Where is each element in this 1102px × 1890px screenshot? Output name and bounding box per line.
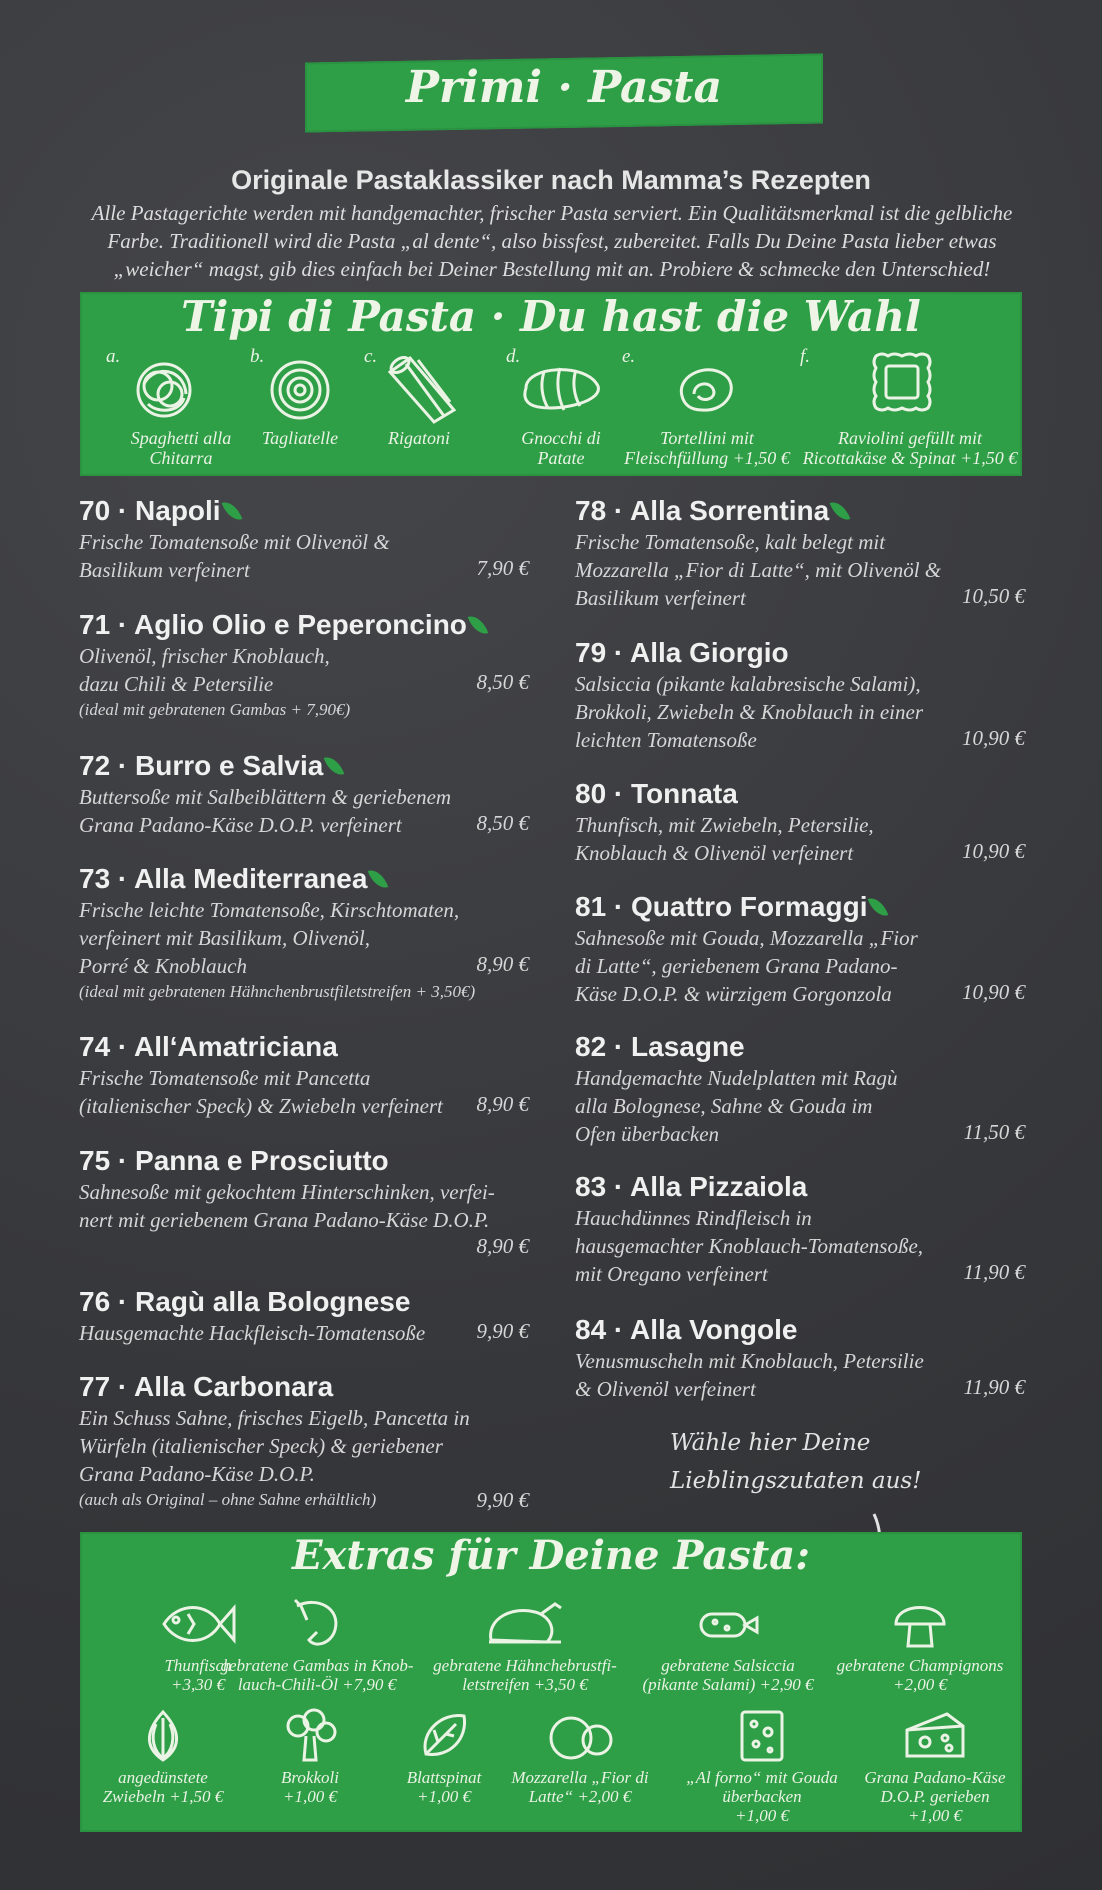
leaf-icon [324,753,345,778]
dish-price: 10,90 € [962,839,1025,863]
leaf-icon [468,612,489,637]
pasta-type-name: Tagliatelle [261,428,339,448]
dish-price: 10,50 € [962,584,1025,608]
extra-name: gebratene Salsiccia (pikante Salami) +2,90 € [642,1656,814,1694]
dish-description: Olivenöl, frischer Knoblauch, dazu Chili & Petersilie [79,644,330,696]
extra-name: gebratene Champignons +2,00 € [836,1656,1004,1694]
dish-note: (ideal mit gebratenen Gambas + 7,90€) [79,700,351,719]
dish-name: 77 · Alla Carbonara [79,1371,334,1402]
extra-item [500,1708,660,1806]
extras-title: Extras für Deine Pasta: [292,1532,810,1579]
dish-description: Sahnesoße mit Gouda, Mozzarella „Fior di Latte“, geriebenem Grana Padano- Käse D.O.P. & würzigem Gorgonzola [575,926,918,1006]
chicken-icon [483,1596,567,1652]
dish-name: 70 · Napoli [79,495,221,526]
extra-name: Thunfisch +3,30 € [164,1656,232,1694]
dish-81 [575,890,1025,1008]
dish-description: Hausgemachte Hackfleisch-Tomatensoße [79,1321,426,1345]
handwritten-note [670,1424,930,1500]
dish-74 [79,1030,529,1122]
dish-price: 8,50 € [476,670,529,694]
dish-description: Ein Schuss Sahne, frisches Eigelb, Pancetta in Würfeln (italienischer Speck) & geriebener Grana Padano-Käse D.O.P. [79,1406,470,1486]
pasta-type-name: Rigatoni [388,428,450,448]
pasta-type-f [800,346,1020,476]
extra-item [374,1708,514,1806]
pasta-type-letter: d. [506,346,521,367]
dish-name: 82 · Lasagne [575,1031,745,1062]
pasta-type-letter: f. [800,346,811,367]
extra-name: gebratene Gambas in Knob- lauch-Chili-Öl +7,90 € [220,1656,414,1694]
dish-price: 11,90 € [963,1260,1025,1284]
gnocchi-icon [516,358,606,418]
sausage-icon [693,1596,763,1652]
dish-price: 8,50 € [476,811,529,835]
dish-82 [575,1030,1025,1148]
extra-item [212,1596,422,1694]
pasta-type-letter: a. [106,346,121,367]
leaf-icon [868,894,889,919]
gouda-icon [734,1708,790,1764]
extra-item [850,1708,1020,1825]
spinach-icon [416,1708,472,1764]
extra-name: Blattspinat +1,00 € [406,1768,482,1806]
dish-price: 8,90 € [476,952,529,976]
dish-83 [575,1170,1025,1288]
pasta-type-letter: b. [250,346,265,367]
extra-item [825,1596,1015,1694]
dish-name: 76 · Ragù alla Bolognese [79,1286,411,1317]
spaghetti-icon [124,354,204,424]
extra-name: angedünstete Zwiebeln +1,50 € [102,1768,224,1806]
dish-77 [79,1370,529,1520]
dish-76 [79,1285,529,1349]
intro-text: Alle Pastagerichte werden mit handgemachter, frischer Pasta serviert. Ein Qualitätsmerkmal ist die gelbliche Farbe. Traditionell wird die Pasta „al dente“, also bissfest, zubereitet. Falls Du Deine Pasta lieber etwas „weicher“ magst, gib dies einfach bei Deiner Bestellung mit an. Probiere & schmecke den Unterschied! [91,201,1013,281]
dish-name: 75 · Panna e Prosciutto [79,1145,389,1176]
dish-name: 79 · Alla Giorgio [575,637,789,668]
extra-name: Brokkoli +1,00 € [281,1768,339,1806]
dish-70 [79,494,529,586]
dish-description: Frische Tomatensoße mit Olivenöl & Basilikum verfeinert [79,530,390,582]
dish-71 [79,608,529,728]
dish-price: 11,90 € [963,1375,1025,1399]
extra-item [420,1596,630,1694]
extra-name: Grana Padano-Käse D.O.P. gerieben +1,00 € [864,1768,1006,1825]
dish-price: 8,90 € [476,1092,529,1116]
shrimp-icon [287,1596,347,1652]
dish-84 [575,1313,1025,1403]
dish-name: 73 · Alla Mediterranea [79,863,368,894]
dish-name: 80 · Tonnata [575,778,738,809]
extra-name: gebratene Hähnchebrustfi- letstreifen +3,50 € [433,1656,617,1694]
ravioli-icon [870,350,934,414]
extra-name: „Al forno“ mit Gouda überbacken +1,00 € [686,1768,838,1825]
pasta-type-name: Raviolini gefüllt mit Ricottakäse & Spinat +1,50 € [802,428,1018,468]
pasta-type-letter: c. [364,346,378,367]
dish-name: 84 · Alla Vongole [575,1314,798,1345]
dish-description: Frische leichte Tomatensoße, Kirschtomaten, verfeinert mit Basilikum, Olivenöl, Porré & Knoblauch [79,898,460,978]
extra-item [628,1596,828,1694]
dish-name: 78 · Alla Sorrentina [575,495,830,526]
pasta-type-name: Spaghetti alla Chitarra [130,428,232,468]
extra-item [672,1708,852,1825]
rigatoni-icon [382,352,462,426]
dish-note: (ideal mit gebratenen Hähnchenbrustfiletstreifen + 3,50€) [79,982,476,1001]
dish-name: 74 · All‘Amatriciana [79,1031,338,1062]
dish-name: 72 · Burro e Salvia [79,750,324,781]
mushroom-icon [890,1596,950,1652]
pasta-type-name: Tortellini mit Fleischfüllung +1,50 € [624,428,790,468]
pasta-type-b [250,346,370,476]
dish-price: 10,90 € [962,726,1025,750]
tagliatelle-icon [260,354,340,424]
dish-name: 83 · Alla Pizzaiola [575,1171,808,1202]
dish-description: Venusmuscheln mit Knoblauch, Petersilie & Olivenöl verfeinert [575,1349,924,1401]
pasta-types-title: Tipi di Pasta · Du hast die Wahl [181,292,921,341]
dish-79 [575,636,1025,754]
dish-price: 9,90 € [476,1488,529,1512]
dish-80 [575,777,1025,867]
dish-price: 8,90 € [476,1234,529,1258]
pasta-type-letter: e. [622,346,636,367]
dish-name: 81 · Quattro Formaggi [575,891,868,922]
pasta-type-e [622,346,792,476]
handwritten-note-line: Lieblingszutaten aus! [670,1468,922,1494]
leaf-icon [368,866,389,891]
dish-price: 11,50 € [963,1120,1025,1144]
dish-description: Sahnesoße mit gekochtem Hinterschinken, verfei- nert mit geriebenem Grana Padano-Käse D.O.P. [79,1180,495,1232]
dish-72 [79,749,529,841]
dish-73 [79,862,529,1012]
dish-description: Frische Tomatensoße, kalt belegt mit Mozzarella „Fior di Latte“, mit Olivenöl & Basilikum verfeinert [575,530,942,610]
page-title: Primi · Pasta [405,62,723,113]
parmesan-icon [903,1708,967,1764]
tortellini-icon [672,356,738,418]
dish-78 [575,494,1025,612]
pasta-type-name: Gnocchi di Patate [521,428,601,468]
dish-description: Handgemachte Nudelplatten mit Ragù alla Bolognese, Sahne & Gouda im Ofen überbacken [575,1066,898,1146]
dish-price: 10,90 € [962,980,1025,1004]
dish-name: 71 · Aglio Olio e Peperoncino [79,609,467,640]
pasta-type-d [506,346,616,476]
broccoli-icon [280,1708,340,1764]
extra-name: Mozzarella „Fior di Latte“ +2,00 € [511,1768,649,1806]
dish-description: Salsiccia (pikante kalabresische Salami), Brokkoli, Zwiebeln & Knoblauch in einer leichten Tomatensoße [575,672,924,752]
leaf-icon [221,498,242,523]
dish-price: 7,90 € [476,556,529,580]
extra-item [250,1708,370,1806]
leaf-icon [830,498,851,523]
pasta-type-a [106,346,256,476]
pasta-type-c [364,346,474,476]
dish-description: Thunfisch, mit Zwiebeln, Petersilie, Knoblauch & Olivenöl verfeinert [575,813,874,865]
dish-description: Frische Tomatensoße mit Pancetta (italienischer Speck) & Zwiebeln verfeinert [79,1066,443,1118]
dish-note: (auch als Original – ohne Sahne erhältlich) [79,1490,377,1509]
dish-75 [79,1144,529,1264]
dish-description: Hauchdünnes Rindfleisch in hausgemachter Knoblauch-Tomatensoße, mit Oregano verfeinert [575,1206,924,1286]
mozzarella-icon [543,1708,617,1764]
intro-headline: Originale Pastaklassiker nach Mamma’s Rezepten [231,165,871,195]
handwritten-note-line: Wähle hier Deine [670,1430,871,1456]
onion-icon [138,1708,188,1764]
dish-price: 9,90 € [476,1319,529,1343]
extra-item [88,1708,238,1806]
dish-description: Buttersoße mit Salbeiblättern & geriebenem Grana Padano-Käse D.O.P. verfeinert [79,785,452,837]
